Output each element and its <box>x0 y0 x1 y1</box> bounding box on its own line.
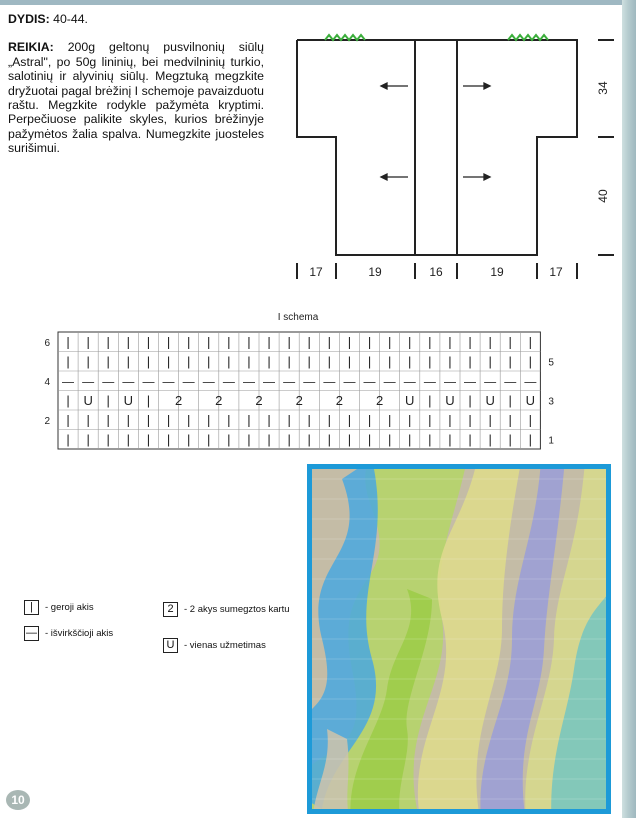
schema-stitch-symbol: | <box>66 431 70 447</box>
schema-stitch-symbol: | <box>86 353 90 369</box>
schema-stitch-symbol: U <box>525 392 536 408</box>
schema-stitch-symbol: | <box>508 392 512 408</box>
schema-row-number: 5 <box>548 357 554 369</box>
schema-stitch-symbol: | <box>327 412 332 428</box>
schema-stitch-symbol: | <box>66 392 70 408</box>
knit-waves-image <box>312 469 606 809</box>
schema-stitch-symbol: | <box>146 353 151 369</box>
schema-stitch-symbol: | <box>307 353 311 369</box>
schema-stitch-symbol: | <box>327 334 332 350</box>
schema-stitch-symbol: | <box>488 334 492 350</box>
width-label: 17 <box>309 265 323 279</box>
schema-stitch-symbol: | <box>287 353 291 369</box>
schema-stitch-symbol: | <box>227 412 231 428</box>
schema-stitch-symbol: | <box>387 412 392 428</box>
schema-stitch-symbol: | <box>186 431 191 447</box>
schema-stitch-symbol: | <box>166 334 171 350</box>
schema-stitch-symbol: | <box>126 431 131 447</box>
schema-stitch-symbol: | <box>468 392 472 408</box>
schema-stitch-symbol: — <box>242 374 255 389</box>
schema-stitch-symbol: | <box>66 412 70 428</box>
schema-stitch-symbol: | <box>528 334 533 350</box>
legend-yo <box>163 638 266 653</box>
schema-stitch-symbol: 2 <box>295 392 303 408</box>
schema-stitch-symbol: | <box>207 334 211 350</box>
schema-stitch-symbol: — <box>343 374 356 389</box>
instructions-text: Megztuką megzkite dryžuotai pagal brėžinį I schemoje pavaizduotu raštu. Megzkite rodykle pažymėta kryptimi. Perpečiuose palikite skyles, kurios brėžinyje pažymėtos žalia spalva. Numegzkite juosteles surišimui. <box>8 69 265 156</box>
schema-stitch-symbol: | <box>66 334 70 350</box>
schema-stitch-symbol: | <box>428 334 432 350</box>
schema-stitch-symbol: | <box>468 431 472 447</box>
schema-stitch-symbol: | <box>508 412 512 428</box>
schema-stitch-symbol: | <box>207 353 211 369</box>
schema-stitch-symbol: — <box>443 374 456 389</box>
schema-stitch-symbol: | <box>247 412 251 428</box>
schema-stitch-symbol: | <box>387 353 392 369</box>
schema-stitch-symbol: | <box>528 412 533 428</box>
schema-stitch-symbol: | <box>287 412 291 428</box>
legend-knit-label: - geroji akis <box>45 602 94 613</box>
schema-stitch-symbol: | <box>287 334 291 350</box>
schema-stitch-symbol: | <box>247 334 251 350</box>
width-label: 19 <box>490 265 504 279</box>
schema-stitch-symbol: | <box>307 334 311 350</box>
schema-stitch-symbol: | <box>86 334 90 350</box>
schema-row-number: 6 <box>44 337 50 349</box>
schema-stitch-symbol: | <box>468 412 472 428</box>
width-label: 19 <box>368 265 382 279</box>
schema-stitch-symbol: | <box>408 353 412 369</box>
schema-stitch-symbol: | <box>428 412 432 428</box>
schema-stitch-symbol: U <box>445 392 455 408</box>
schema-title: I schema <box>277 312 319 323</box>
schema-stitch-symbol: | <box>186 353 191 369</box>
schema-stitch-symbol: — <box>62 374 75 389</box>
schema-stitch-symbol: | <box>106 431 110 447</box>
legend-yo-label: - vienas užmetimas <box>184 640 266 651</box>
schema-stitch-symbol: 2 <box>174 392 183 408</box>
legend-purl-label: - išvirkščioji akis <box>45 628 114 639</box>
schema-stitch-symbol: — <box>484 374 497 389</box>
schema-stitch-symbol: — <box>524 374 537 389</box>
schema-stitch-symbol: | <box>448 334 452 350</box>
schema-stitch-symbol: | <box>347 412 352 428</box>
legend-k2tog-label: - 2 akys sumegztos kartu <box>184 604 290 615</box>
schema-stitch-symbol: | <box>387 334 392 350</box>
schema-stitch-symbol: | <box>227 353 231 369</box>
schema-stitch-symbol: | <box>428 353 432 369</box>
schema-stitch-symbol: | <box>247 353 251 369</box>
schema-stitch-symbol: | <box>166 412 171 428</box>
schema-stitch-symbol: | <box>367 431 372 447</box>
schema-stitch-symbol: 2 <box>375 392 384 408</box>
schema-stitch-symbol: — <box>303 374 316 389</box>
purl-stitch-symbol-icon: — <box>26 627 37 639</box>
schema-stitch-symbol: | <box>106 412 110 428</box>
schema-stitch-symbol: — <box>283 374 296 389</box>
schema-stitch-symbol: — <box>363 374 376 389</box>
legend-purl <box>24 626 113 641</box>
size-value: 40-44. <box>53 12 88 26</box>
schema-stitch-symbol: | <box>428 431 432 447</box>
schema-stitch-symbol: U <box>123 392 134 408</box>
schema-stitch-symbol: | <box>508 334 512 350</box>
schema-stitch-symbol: | <box>528 353 533 369</box>
schema-stitch-symbol: | <box>408 431 412 447</box>
schema-row-number: 4 <box>44 376 50 388</box>
schema-stitch-symbol: 2 <box>335 392 344 408</box>
schema-stitch-symbol: — <box>423 374 436 389</box>
schema-stitch-symbol: — <box>323 374 336 389</box>
schema-stitch-symbol: — <box>182 374 195 389</box>
schema-stitch-symbol: | <box>86 412 90 428</box>
schema-stitch-symbol: | <box>488 412 492 428</box>
schema-stitch-symbol: — <box>142 374 155 389</box>
schema-stitch-symbol: | <box>166 353 171 369</box>
needs-text: 200g geltonų pusvilnonių siūlų „Astral", po 50g lininių, bei medvilninių turkio, salotinių ir alyvinių siūlų. <box>8 40 265 84</box>
needs-label: REIKIA: <box>8 40 54 55</box>
schema-stitch-symbol: — <box>202 374 215 389</box>
schema-stitch-symbol: — <box>222 374 235 389</box>
yarn-over-symbol-icon: U <box>163 638 178 653</box>
schema-stitch-symbol: | <box>106 392 110 408</box>
schema-stitch-symbol: | <box>347 334 352 350</box>
schema-stitch-symbol: | <box>126 334 131 350</box>
schema-stitch-symbol: | <box>146 412 151 428</box>
schema-stitch-symbol: | <box>267 353 271 369</box>
schema-stitch-symbol: — <box>82 374 95 389</box>
schema-stitch-symbol: | <box>86 431 90 447</box>
schema-stitch-symbol: | <box>207 412 211 428</box>
schema-stitch-symbol: | <box>468 353 472 369</box>
schema-stitch-symbol: | <box>287 431 291 447</box>
schema-stitch-symbol: | <box>66 353 70 369</box>
schema-stitch-symbol: | <box>347 353 352 369</box>
size-label: DYDIS: <box>8 12 50 26</box>
width-label: 16 <box>429 265 443 279</box>
schema-stitch-symbol: | <box>247 431 251 447</box>
legend-knit <box>24 600 94 615</box>
schema-stitch-symbol: | <box>186 334 191 350</box>
schema-stitch-symbol: | <box>468 334 472 350</box>
schema-stitch-symbol: | <box>408 334 412 350</box>
schema-stitch-symbol: — <box>263 374 276 389</box>
schema-stitch-symbol: | <box>488 431 492 447</box>
schema-stitch-symbol: | <box>267 431 271 447</box>
schema-stitch-symbol: | <box>146 431 151 447</box>
schema-stitch-symbol: | <box>528 431 533 447</box>
schema-stitch-symbol: | <box>307 412 311 428</box>
schema-stitch-symbol: | <box>106 334 110 350</box>
schema-stitch-symbol: — <box>504 374 517 389</box>
schema-row-number: 2 <box>44 415 50 427</box>
page-number: 10 <box>6 790 30 810</box>
schema-stitch-symbol: | <box>508 431 512 447</box>
schema-stitch-symbol: 2 <box>255 392 263 408</box>
schema-stitch-symbol: | <box>146 334 151 350</box>
schema-stitch-symbol: | <box>367 334 372 350</box>
knit-stitch-symbol-icon: | <box>24 600 39 615</box>
schema-stitch-symbol: | <box>367 353 372 369</box>
schema-stitch-symbol: | <box>347 431 352 447</box>
schema-stitch-symbol: | <box>327 431 332 447</box>
schema-row-number: 3 <box>548 396 554 408</box>
schema-stitch-symbol: | <box>207 431 211 447</box>
schema-row-number: 1 <box>548 435 554 447</box>
schema-stitch-symbol: U <box>485 392 495 408</box>
height-label: 34 <box>596 81 610 95</box>
schema-stitch-symbol: U <box>405 392 415 408</box>
schema-stitch-symbol: U <box>83 392 93 408</box>
schema-stitch-symbol: | <box>267 412 271 428</box>
schema-stitch-symbol: | <box>387 431 392 447</box>
schema-stitch-symbol: 2 <box>215 392 223 408</box>
schema-stitch-symbol: | <box>448 353 452 369</box>
schema-stitch-symbol: — <box>102 374 115 389</box>
height-label: 40 <box>596 189 610 203</box>
schema-stitch-symbol: | <box>166 431 171 447</box>
schema-stitch-symbol: | <box>307 431 311 447</box>
schema-stitch-symbol: | <box>428 392 432 408</box>
schema-stitch-symbol: | <box>367 412 372 428</box>
schema-stitch-symbol: | <box>448 412 452 428</box>
schema-stitch-symbol: | <box>508 353 512 369</box>
schema-stitch-symbol: — <box>383 374 396 389</box>
knitted-sample-photo <box>307 464 611 814</box>
schema-stitch-symbol: | <box>146 392 151 408</box>
schema-stitch-symbol: | <box>126 353 131 369</box>
schema-stitch-symbol: — <box>122 374 135 389</box>
schema-stitch-symbol: | <box>227 431 231 447</box>
schema-stitch-symbol: | <box>227 334 231 350</box>
schema-stitch-symbol: | <box>448 431 452 447</box>
schema-stitch-symbol: | <box>327 353 332 369</box>
schema-stitch-symbol: | <box>488 353 492 369</box>
schema-stitch-symbol: | <box>126 412 131 428</box>
schema-stitch-symbol: | <box>106 353 110 369</box>
schema-stitch-symbol: | <box>186 412 191 428</box>
width-label: 17 <box>549 265 563 279</box>
k2tog-symbol-icon: 2 <box>163 602 178 617</box>
schema-stitch-symbol: | <box>267 334 271 350</box>
legend-k2tog <box>163 602 290 617</box>
schema-stitch-symbol: | <box>408 412 412 428</box>
schema-stitch-symbol: — <box>162 374 175 389</box>
schema-stitch-symbol: — <box>403 374 416 389</box>
schema-stitch-symbol: — <box>464 374 477 389</box>
